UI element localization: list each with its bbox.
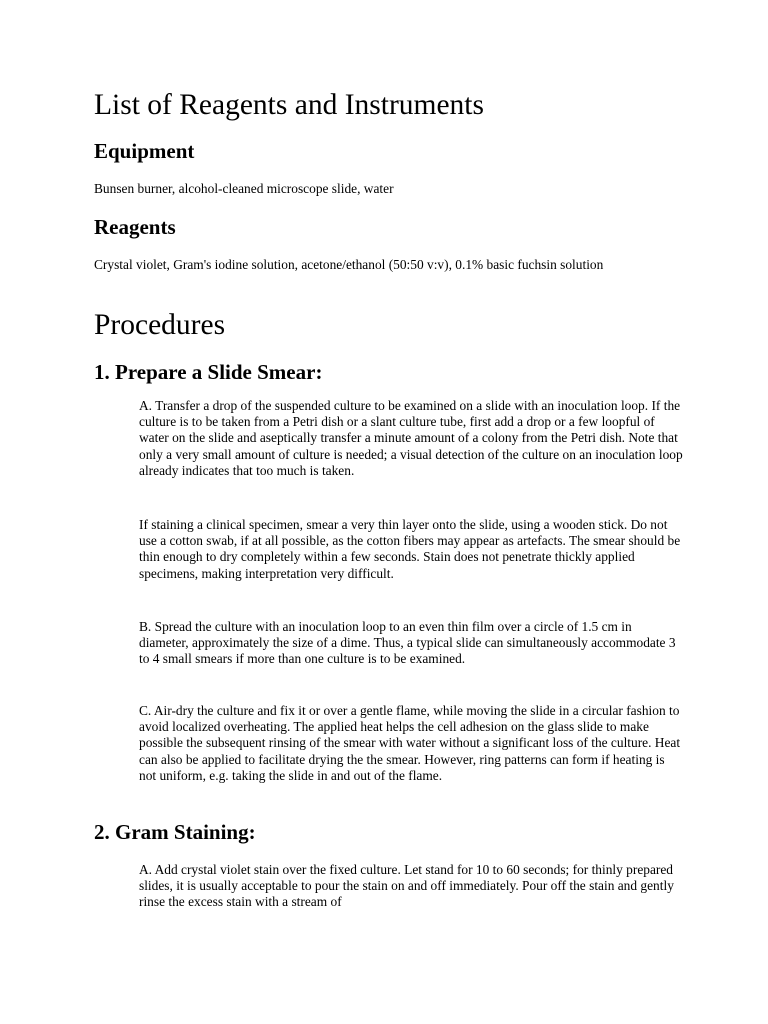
step2-paragraph-a: A. Add crystal violet stain over the fixed culture. Let stand for 10 to 60 seconds; for thinly prepared slides, it is usually acceptable to pour the stain on and off immediately. Pour off the stain and gently rinse the excess stain with a stream of (139, 862, 674, 910)
equipment-text: Bunsen burner, alcohol-cleaned microscope slide, water (94, 181, 394, 196)
step1-heading: 1. Prepare a Slide Smear: (94, 360, 323, 384)
reagents-heading: Reagents (94, 215, 176, 239)
equipment-heading: Equipment (94, 139, 195, 163)
step2-heading: 2. Gram Staining: (94, 820, 256, 844)
step1-paragraph-a: A. Transfer a drop of the suspended culture to be examined on a slide with an inoculation loop. If the culture is to be taken from a Petri dish or a slant culture tube, first add a drop or a few loopful of water on the slide and aseptically transfer a minute amount of a colony from the Petri dish. Note that only a very small amount of culture is needed; a visual detection of the culture on an inoculation loop already indicates that too much is taken. (139, 398, 683, 478)
step1-paragraph-c: C. Air-dry the culture and fix it or over a gentle flame, while moving the slide in a circular fashion to avoid localized overheating. The applied heat helps the cell adhesion on the glass slide to make possible the subsequent rinsing of the smear with water without a significant loss of the culture. Heat can also be applied to facilitate drying the the smear. However, ring patterns can form if heating is not uniform, e.g. taking the slide in and out of the flame. (139, 703, 681, 783)
step1-paragraph-specimen: If staining a clinical specimen, smear a very thin layer onto the slide, using a wooden stick. Do not use a cotton swab, if at all possible, as the cotton fibers may appear as artefacts. The smear should be thin enough to dry completely within a few seconds. Stain does not penetrate thickly applied specimens, making interpretation very difficult. (139, 517, 681, 581)
procedures-heading: Procedures (94, 309, 226, 341)
reagents-text: Crystal violet, Gram's iodine solution, acetone/ethanol (50:50 v:v), 0.1% basic fuchsin solution (94, 257, 604, 272)
page-title: List of Reagents and Instruments (94, 89, 484, 121)
step1-paragraph-b: B. Spread the culture with an inoculation loop to an even thin film over a circle of 1.5 cm in diameter, approximately the size of a dime. Thus, a typical slide can simultaneously accommodate 3 to 4 small smears if more than one culture is to be examined. (139, 619, 676, 667)
